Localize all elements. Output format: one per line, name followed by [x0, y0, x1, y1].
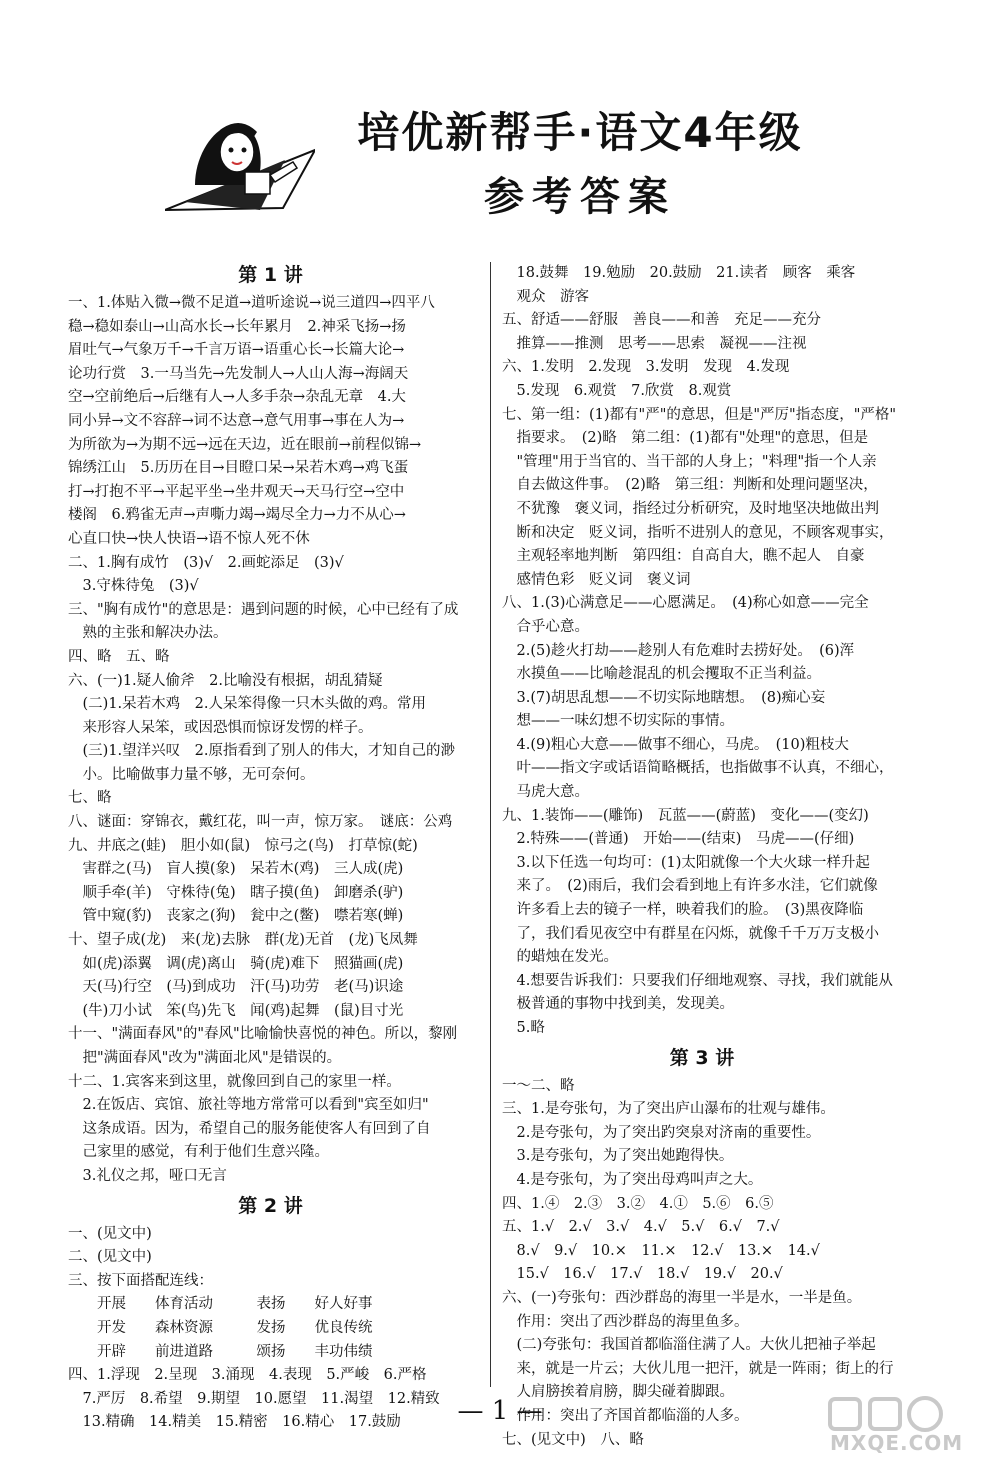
- answer-line: 极普通的事物中找到美，发现美。: [502, 996, 734, 1013]
- answer-line: 如(虎)添翼 调(虎)离山 骑(虎)难下 照猫画(虎): [68, 955, 404, 972]
- answer-line: 13.精确 14.精美 15.精密 16.精心 17.鼓励: [68, 1414, 401, 1431]
- answer-line: (二)1.呆若木鸡 2.人呆笨得像一只木头做的鸡。常用: [68, 696, 426, 713]
- answer-line: 2.是夸张句，为了突出趵突泉对济南的重要性。: [502, 1124, 821, 1141]
- answer-line: 许多看上去的镜子一样，映着我们的脸。 (3)黑夜降临: [502, 902, 864, 919]
- answer-line: 四、1.浮现 2.呈现 3.涌现 4.表现 5.严峻 6.严格: [68, 1367, 427, 1384]
- answer-line: 七、(见文中) 八、略: [502, 1431, 644, 1448]
- answer-line: 四、略 五、略: [68, 648, 170, 665]
- answer-line: 2.在饭店、宾馆、旅社等地方常常可以看到"宾至如归": [68, 1097, 429, 1114]
- answer-line: 稳→稳如泰山→山高水长→长年累月 2.神采飞扬→扬: [68, 318, 406, 335]
- answer-line: 天(马)行空 (马)到成功 汗(马)功劳 老(马)识途: [68, 979, 404, 996]
- girl-on-paper-plane-illustration: [165, 90, 315, 220]
- answer-line: 叶——指文字或话语简略概括，也指做事不认真，不细心，: [502, 760, 894, 777]
- answer-line: 观众 游客: [502, 288, 589, 305]
- answer-line: (牛)刀小试 笨(鸟)先飞 闻(鸡)起舞 (鼠)目寸光: [68, 1002, 404, 1019]
- answer-line: 7.严厉 8.希望 9.期望 10.愿望 11.渴望 12.精致: [68, 1390, 440, 1407]
- answer-line: "管理"用于当官的、当干部的人身上；"料理"指一个人亲: [502, 453, 877, 470]
- answer-line: 想——一味幻想不切实际的事情。: [502, 713, 734, 730]
- section-heading: 第 3 讲: [669, 1046, 735, 1069]
- answer-line: 来了。 (2)雨后，我们会看到地上有许多水洼，它们就像: [502, 878, 878, 895]
- answer-line: 八、谜面：穿锦衣，戴红花，叫一声，惊万家。 谜底：公鸡: [68, 814, 453, 831]
- answer-line: 熟的主张和解决办法。: [68, 625, 228, 642]
- watermark-text: MXQE.COM: [830, 1431, 964, 1455]
- left-column: [68, 258, 473, 1435]
- answer-line: 来形容人呆笨，或因恐惧而惊讶发愣的样子。: [68, 719, 373, 736]
- page-title: 培优新帮手·语文4年级: [357, 108, 803, 157]
- answer-line: 2.(5)趁火打劫——趁别人有危难时去捞好处。 (6)浑: [502, 642, 855, 659]
- answer-line: 5.发现 6.观赏 7.欣赏 8.观赏: [502, 382, 732, 399]
- answer-line: 感情色彩 贬义词 褒义词: [502, 571, 691, 588]
- section-heading: 第 1 讲: [238, 264, 303, 286]
- answer-line: 锦绣江山 5.历历在目→目瞪口呆→呆若木鸡→鸡飞蛋: [68, 460, 409, 477]
- answer-line: 3.守株待兔 (3)√: [68, 578, 199, 595]
- answer-line: 管中窥(豹) 丧家之(狗) 瓮中之(鳖) 噤若寒(蝉): [68, 908, 404, 925]
- answer-line: 空→空前绝后→后继有人→人多手杂→杂乱无章 4.大: [68, 389, 406, 406]
- answer-line: 4.想要告诉我们：只要我们仔细地观察、寻找，我们就能从: [502, 972, 893, 989]
- answer-line: 七、略: [68, 790, 112, 807]
- answer-line: 三、按下面搭配连线：: [68, 1272, 213, 1289]
- answer-line: 三、"胸有成竹"的意思是：遇到问题的时候，心中已经有了成: [68, 601, 459, 618]
- answer-line: 十、望子成(龙) 来(龙)去脉 群(龙)无首 (龙)飞凤舞: [68, 932, 418, 949]
- answer-line: 把"满面春风"改为"满面北风"是错误的。: [68, 1050, 342, 1066]
- answer-line: 合乎心意。: [502, 618, 589, 635]
- answer-line: 四、1.④ 2.③ 3.② 4.① 5.⑥ 6.⑤: [502, 1195, 774, 1212]
- answer-line: 心直口快→快人快语→语不惊人死不休: [68, 530, 310, 547]
- answer-line: 断和决定 贬义词，指听不进别人的意见，不顾客观事实，: [502, 524, 894, 541]
- answer-line: 小。比喻做事力量不够，无可奈何。: [68, 766, 315, 783]
- answer-line: 3.(7)胡思乱想——不切实际地瞎想。 (8)痴心妄: [502, 689, 826, 706]
- column-divider: [490, 262, 491, 1387]
- answer-line: 打→打抱不平→平起平坐→坐井观天→天马行空→空中: [68, 483, 405, 500]
- answer-line: 指要求。 (2)略 第二组：(1)都有"处理"的意思，但是: [502, 430, 869, 447]
- answer-line: 马虎大意。: [502, 784, 589, 801]
- answer-line: 己家里的感觉，有利于他们生意兴隆。: [68, 1144, 329, 1161]
- page-number: — 1 —: [457, 1396, 543, 1426]
- answer-line: 15.√ 16.√ 17.√ 18.√ 19.√ 20.√: [502, 1266, 783, 1283]
- answer-line: 眉吐气→气象万千→千言万语→语重心长→长篇大论→: [68, 342, 405, 359]
- answer-line: 了，我们看见夜空中有群星在闪烁，就像千千万万支极小: [502, 925, 879, 942]
- answer-line: 九、1.装饰——(雕饰) 瓦蓝——(蔚蓝) 变化——(变幻): [502, 807, 869, 824]
- answer-line: 六、(一)1.疑人偷斧 2.比喻没有根据，胡乱猜疑: [68, 672, 383, 689]
- answer-line: 论功行赏 3.一马当先→先发制人→人山人海→海阔天: [68, 365, 409, 382]
- answer-line: 作用：突出了西沙群岛的海里鱼多。: [502, 1313, 749, 1330]
- answer-line: 水摸鱼——比喻趁混乱的机会攫取不正当利益。: [502, 666, 821, 683]
- answer-line: 4.是夸张句，为了突出母鸡叫声之大。: [502, 1171, 763, 1188]
- page-subtitle: 参考答案: [484, 174, 676, 220]
- right-column: [502, 262, 902, 1452]
- answer-line: 自去做这件事。 (2)略 第三组：判断和处理问题坚决，: [502, 477, 878, 494]
- answer-line: 3.礼仪之邦，哑口无言: [68, 1167, 227, 1184]
- answer-line: 二、(见文中): [68, 1249, 152, 1266]
- answer-line: 这条成语。因为，希望自己的服务能使客人有回到了自: [68, 1120, 431, 1137]
- answer-line: 一、(见文中): [68, 1225, 152, 1242]
- answer-line: 六、1.发明 2.发现 3.发明 发现 4.发现: [502, 359, 790, 376]
- answer-line: 一、1.体贴入微→微不足道→道听途说→说三道四→四平八: [68, 295, 435, 311]
- answer-line: 楼阁 6.鸦雀无声→声嘶力竭→竭尽全力→力不从心→: [68, 507, 406, 524]
- answer-line: 开展 体育活动 表扬 好人好事: [68, 1296, 373, 1313]
- answer-line: 九、井底之(蛙) 胆小如(鼠) 惊弓之(鸟) 打草惊(蛇): [68, 837, 418, 854]
- answer-line: 二、1.胸有成竹 (3)√ 2.画蛇添足 (3)√: [68, 554, 344, 571]
- answer-line: 3.以下任选一句均可：(1)太阳就像一个大火球一样升起: [502, 854, 870, 871]
- answer-line: 主观轻率地判断 第四组：自高自大，瞧不起人 自豪: [502, 548, 865, 565]
- answer-line: 五、舒适——舒服 善良——和善 充足——充分: [502, 312, 821, 329]
- answer-line: 2.特殊——(普通) 开始——(结束) 马虎——(仔细): [502, 831, 855, 848]
- answer-line: 18.鼓舞 19.勉励 20.鼓励 21.读者 顾客 乘客: [502, 265, 856, 281]
- answer-line: 五、1.√ 2.√ 3.√ 4.√ 5.√ 6.√ 7.√: [502, 1219, 780, 1236]
- answer-line: 5.略: [502, 1020, 545, 1036]
- header: [0, 0, 1000, 240]
- answer-line: 人肩膀挨着肩膀，脚尖碰着脚跟。: [502, 1384, 734, 1401]
- answer-line: 3.是夸张句，为了突出她跑得快。: [502, 1148, 734, 1165]
- answer-line: 十一、"满面春风"的"春风"比喻愉快喜悦的神色。所以，黎刚: [68, 1026, 458, 1043]
- answer-line: 4.(9)粗心大意——做事不细心，马虎。 (10)粗枝大: [502, 736, 849, 753]
- answer-line: 作用：突出了齐国首都临淄的人多。: [502, 1407, 749, 1424]
- answer-line: 同小异→文不容辞→词不达意→意气用事→事在人为→: [68, 412, 405, 429]
- answer-line: 八、1.(3)心满意足——心愿满足。 (4)称心如意——完全: [502, 595, 869, 612]
- answer-line: 为所欲为→为期不远→远在天边，近在眼前→前程似锦→: [68, 436, 422, 453]
- watermark-logo: [790, 1395, 990, 1453]
- answer-line: 六、(一)夸张句：西沙群岛的海里一半是水，一半是鱼。: [502, 1289, 862, 1306]
- answer-line: 顺手牵(羊) 守株待(兔) 瞎子摸(鱼) 卸磨杀(驴): [68, 884, 404, 901]
- answer-line: 来，就是一片云；大伙儿甩一把汗，就是一阵雨；街上的行: [502, 1360, 894, 1377]
- answer-line: 的蜡烛在发光。: [502, 949, 618, 966]
- answer-line: 害群之(马) 盲人摸(象) 呆若木(鸡) 三人成(虎): [68, 861, 404, 878]
- answer-line: 十二、1.宾客来到这里，就像回到自己的家里一样。: [68, 1073, 401, 1090]
- answer-line: 开发 森林资源 发扬 优良传统: [68, 1319, 373, 1336]
- answer-line: 开辟 前进道路 颂扬 丰功伟绩: [68, 1343, 373, 1360]
- answer-line: (三)1.望洋兴叹 2.原指看到了别人的伟大，才知自己的渺: [68, 743, 455, 760]
- answer-line: 8.√ 9.√ 10.× 11.× 12.√ 13.× 14.√: [502, 1242, 820, 1259]
- answer-line: (二)夸张句：我国首都临淄住满了人。大伙儿把袖子举起: [502, 1337, 876, 1354]
- answer-line: 七、第一组：(1)都有"严"的意思，但是"严厉"指态度，"严格": [502, 406, 897, 423]
- answer-line: 一～二、略: [502, 1077, 575, 1094]
- answer-line: 三、1.是夸张句，为了突出庐山瀑布的壮观与雄伟。: [502, 1101, 835, 1118]
- answer-line: 不犹豫 褒义词，指经过分析研究，及时地坚决地做出判: [502, 500, 879, 517]
- answer-line: 推算——推测 思考——思索 凝视——注视: [502, 335, 807, 352]
- section-heading: 第 2 讲: [238, 1194, 303, 1217]
